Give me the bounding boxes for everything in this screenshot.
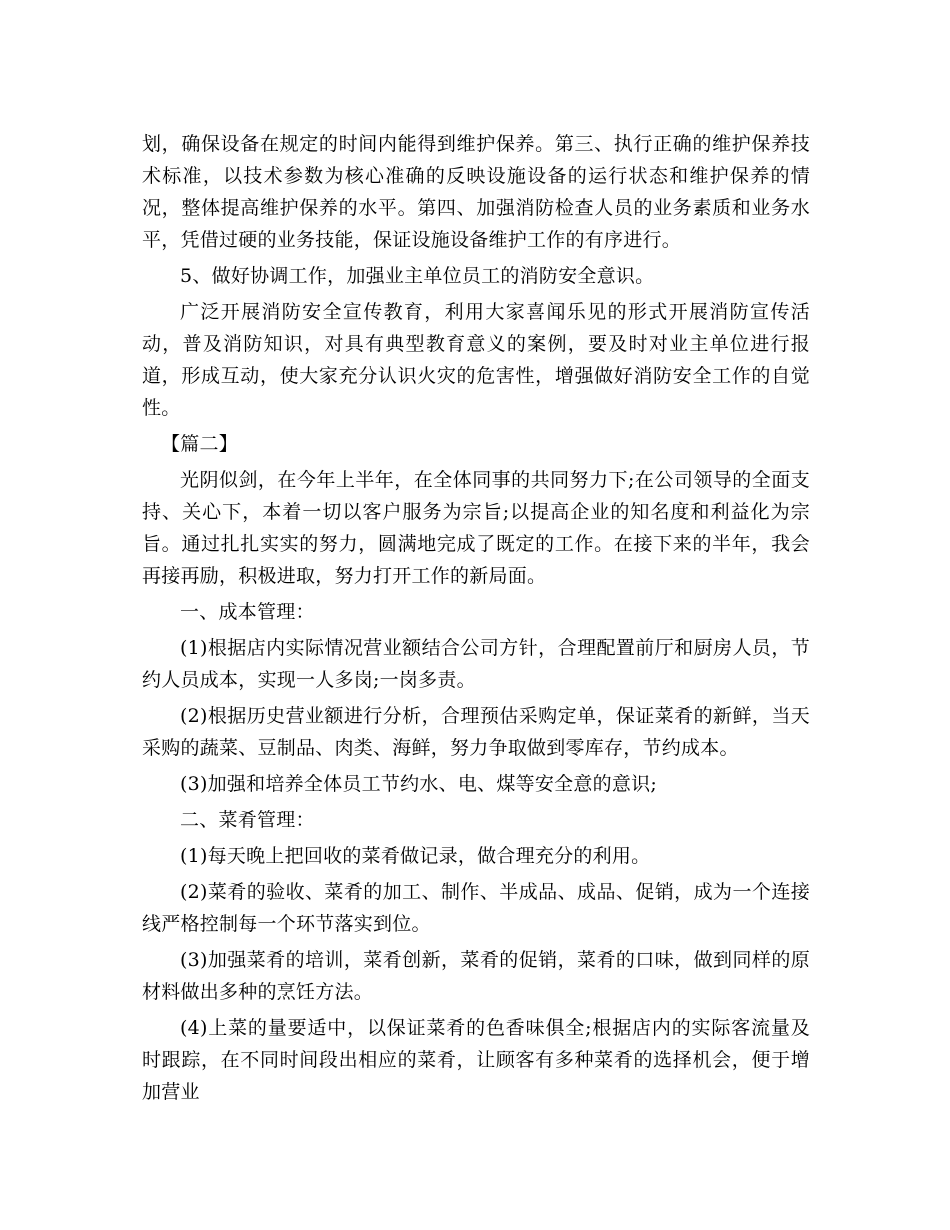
- document-page: [142, 128, 810, 1112]
- heading-dish-management: 二、菜肴管理：: [180, 809, 315, 831]
- list-item-dish-1: (1)每天晚上把回收的菜肴做记录，做合理充分的利用。: [180, 845, 651, 867]
- list-item-cost-1: (1)根据店内实际情况营业额结合公司方针，合理配置前厅和厨房人员，节约人员成本，实现一人多岗;一岗多责。: [142, 637, 810, 691]
- paragraph-maintenance-plan: 划，确保设备在规定的时间内能得到维护保养。第三、执行正确的维护保养技术标准，以技术参数为核心准确的反映设施设备的运行状态和维护保养的情况，整体提高维护保养的水平。第四、加强消防检查人员的业务素质和业务水平，凭借过硬的业务技能，保证设施设备维护工作的有序进行。: [142, 133, 810, 251]
- section-heading-part-two: 【篇二】: [161, 433, 239, 455]
- heading-cost-management: 一、成本管理：: [180, 601, 315, 623]
- list-item-dish-4: (4)上菜的量要适中，以保证菜肴的色香味俱全;根据店内的实际客流量及时跟踪，在不同时间段出相应的菜肴，让顾客有多种菜肴的选择机会，便于增加营业: [142, 1017, 810, 1103]
- paragraph-coordination-heading: 5、做好协调工作，加强业主单位员工的消防安全意识。: [180, 265, 655, 287]
- paragraph-fire-safety-publicity: 广泛开展消防安全宣传教育，利用大家喜闻乐见的形式开展消防宣传活动，普及消防知识，对具有典型教育意义的案例，要及时对业主单位进行报道，形成互动，使大家充分认识火灾的危害性，增强做好消防安全工作的自觉性。: [142, 301, 810, 419]
- list-item-dish-3: (3)加强菜肴的培训，菜肴创新，菜肴的促销，菜肴的口味，做到同样的原材料做出多种的烹饪方法。: [142, 949, 810, 1003]
- list-item-cost-3: (3)加强和培养全体员工节约水、电、煤等安全意的意识;: [180, 773, 658, 795]
- paragraph-half-year-intro: 光阴似剑，在今年上半年，在全体同事的共同努力下;在公司领导的全面支持、关心下，本着一切以客户服务为宗旨;以提高企业的知名度和利益化为宗旨。通过扎扎实实的努力，圆满地完成了既定的工作。在接下来的半年，我会再接再励，积极进取，努力打开工作的新局面。: [142, 469, 810, 587]
- list-item-dish-2: (2)菜肴的验收、菜肴的加工、制作、半成品、成品、促销，成为一个连接线严格控制每一个环节落实到位。: [142, 881, 810, 935]
- list-item-cost-2: (2)根据历史营业额进行分析，合理预估采购定单，保证菜肴的新鲜，当天采购的蔬菜、豆制品、肉类、海鲜，努力争取做到零库存，节约成本。: [142, 705, 810, 759]
